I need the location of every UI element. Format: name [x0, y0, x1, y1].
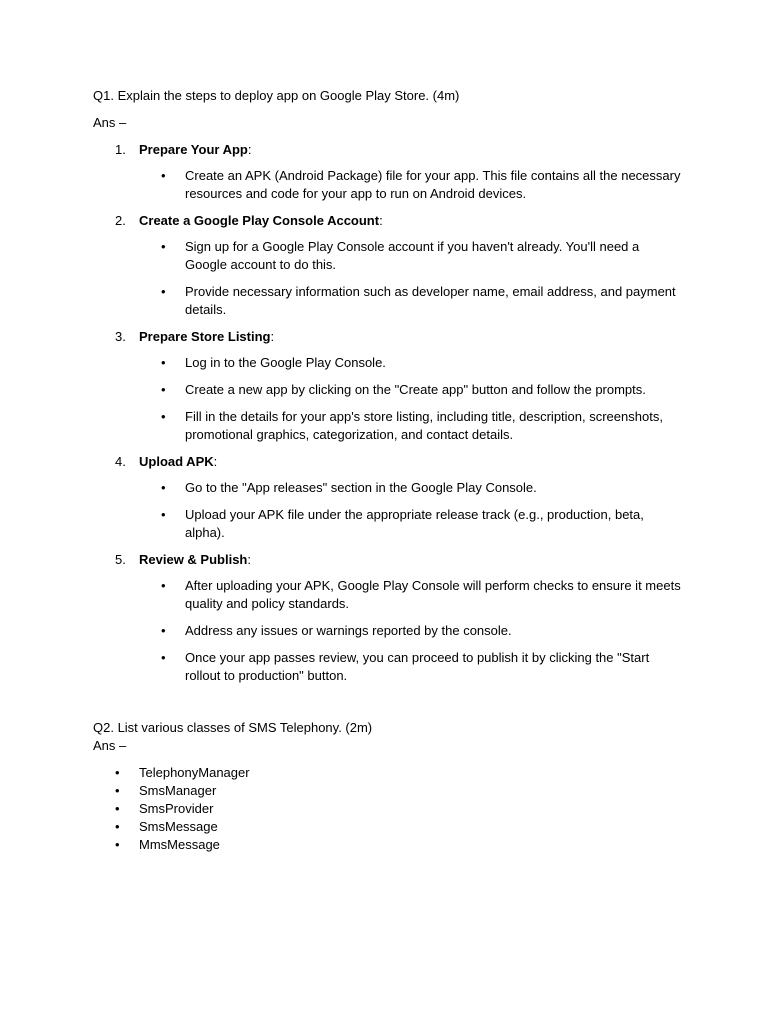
bullet-item	[139, 381, 683, 399]
bullet-text: Log in to the Google Play Console.	[185, 355, 386, 370]
step-item	[93, 551, 683, 685]
step-bullets	[139, 479, 683, 542]
class-name: SmsMessage	[139, 819, 218, 834]
bullet-icon: •	[115, 765, 120, 780]
q1-steps-list	[93, 141, 683, 685]
class-item	[93, 782, 683, 800]
bullet-item	[139, 577, 683, 613]
bullet-icon: •	[115, 837, 120, 852]
step-bullets	[139, 167, 683, 203]
class-name: SmsManager	[139, 783, 217, 798]
class-item	[93, 818, 683, 836]
class-name: TelephonyManager	[139, 765, 250, 780]
bullet-text: Once your app passes review, you can proceed to publish it by clicking the "Start rollout to production" button.	[185, 650, 650, 683]
class-name: SmsProvider	[139, 801, 214, 816]
bullet-item	[139, 649, 683, 685]
bullet-text: Upload your APK file under the appropriate release track (e.g., production, beta, alpha).	[185, 507, 644, 540]
class-name: MmsMessage	[139, 837, 220, 852]
bullet-text: Address any issues or warnings reported by the console.	[185, 623, 512, 638]
bullet-item	[139, 238, 683, 274]
step-bullets	[139, 354, 683, 444]
step-colon: :	[247, 142, 252, 157]
bullet-icon: •	[115, 783, 120, 798]
bullet-item	[139, 479, 683, 497]
step-number: 1.	[115, 142, 126, 157]
step-title: Review & Publish	[139, 552, 248, 567]
bullet-text: After uploading your APK, Google Play Console will perform checks to ensure it meets quality and policy standards.	[185, 578, 681, 611]
bullet-icon: •	[161, 578, 166, 593]
bullet-text: Create a new app by clicking on the "Create app" button and follow the prompts.	[185, 382, 646, 397]
step-item	[93, 141, 683, 203]
bullet-text: Provide necessary information such as developer name, email address, and payment details.	[185, 284, 676, 317]
bullet-item	[139, 506, 683, 542]
bullet-icon: •	[161, 239, 166, 254]
bullet-icon: •	[161, 650, 166, 665]
step-number: 3.	[115, 329, 126, 344]
step-number: 5.	[115, 552, 126, 567]
bullet-text: Go to the "App releases" section in the Google Play Console.	[185, 480, 537, 495]
step-number: 4.	[115, 454, 126, 469]
class-item	[93, 764, 683, 782]
bullet-text: Create an APK (Android Package) file for your app. This file contains all the necessary resources and code for your app to run on Android devices.	[185, 168, 681, 201]
bullet-icon: •	[161, 382, 166, 397]
bullet-item	[139, 167, 683, 203]
step-colon: :	[379, 213, 383, 228]
step-title: Upload APK	[139, 454, 214, 469]
bullet-item	[139, 283, 683, 319]
bullet-icon: •	[115, 819, 120, 834]
step-bullets	[139, 238, 683, 319]
step-title: Prepare Store Listing	[139, 329, 271, 344]
bullet-icon: •	[161, 623, 166, 638]
step-colon: :	[270, 329, 275, 344]
q2-classes-list	[93, 764, 683, 854]
q2-ans-label: Ans –	[93, 738, 127, 753]
bullet-icon: •	[161, 168, 166, 183]
bullet-item	[139, 622, 683, 640]
bullet-icon: •	[161, 409, 166, 424]
bullet-text: Sign up for a Google Play Console account if you haven't already. You'll need a Google account to do this.	[185, 239, 640, 272]
q1-question: Q1. Explain the steps to deploy app on Google Play Store. (4m)	[93, 88, 460, 103]
q2-question: Q2. List various classes of SMS Telephony. (2m)	[93, 720, 373, 735]
step-colon: :	[213, 454, 218, 469]
bullet-text: Fill in the details for your app's store listing, including title, description, screenshots, promotional graphics, categorization, and contact details.	[185, 409, 663, 442]
bullet-icon: •	[161, 507, 166, 522]
step-item	[93, 328, 683, 444]
step-item	[93, 212, 683, 319]
step-item	[93, 453, 683, 542]
class-item	[93, 836, 683, 854]
step-title: Prepare Your App	[139, 142, 248, 157]
bullet-icon: •	[161, 284, 166, 299]
q2-block	[93, 719, 683, 854]
class-item	[93, 800, 683, 818]
bullet-icon: •	[161, 355, 166, 370]
step-number: 2.	[115, 213, 126, 228]
bullet-icon: •	[115, 801, 120, 816]
document-page	[93, 87, 683, 854]
step-bullets	[139, 577, 683, 685]
bullet-item	[139, 408, 683, 444]
q1-ans-label: Ans –	[93, 115, 127, 130]
step-title: Create a Google Play Console Account	[139, 213, 380, 228]
bullet-icon: •	[161, 480, 166, 495]
bullet-item	[139, 354, 683, 372]
step-colon: :	[247, 552, 251, 567]
